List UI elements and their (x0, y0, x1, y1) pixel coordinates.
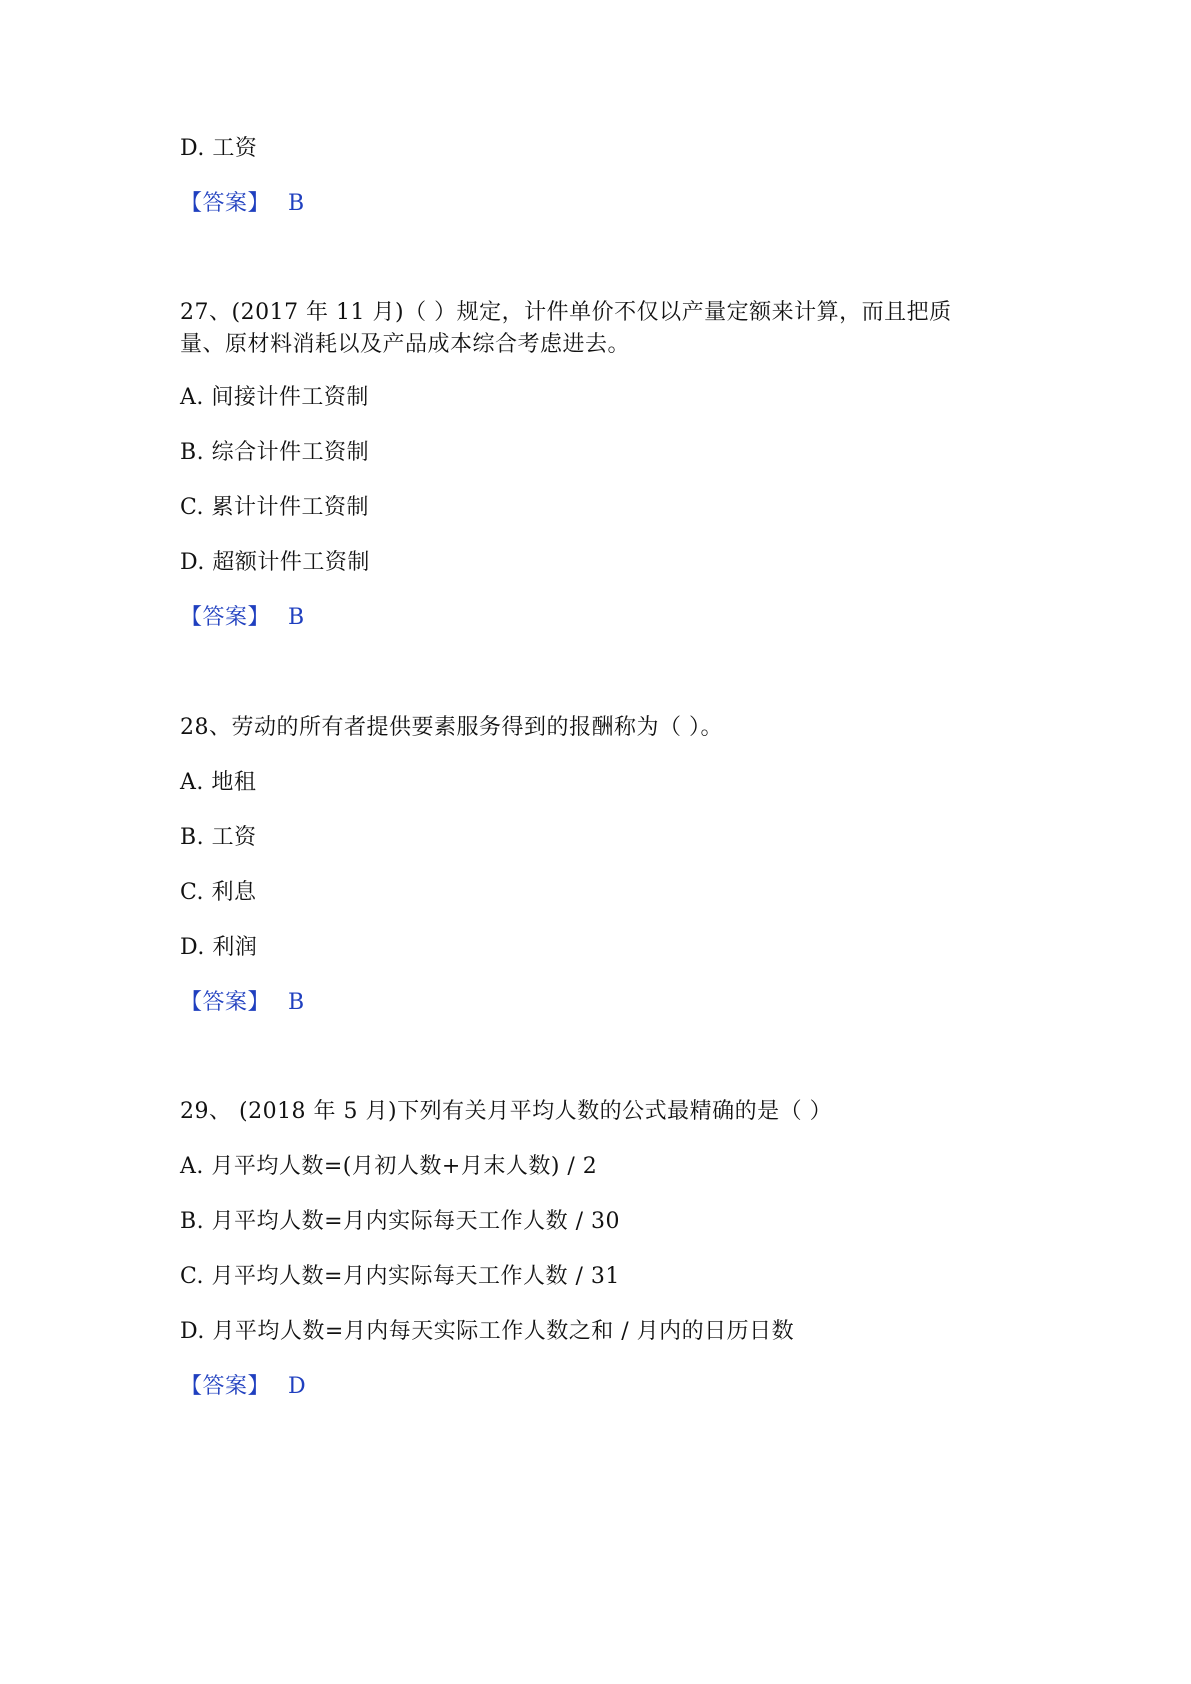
answer-label: 【答案】 (180, 605, 271, 630)
q28-option-c: C. 利息 (180, 880, 257, 905)
q26-answer (180, 189, 305, 219)
answer-value: B (288, 605, 305, 630)
q29-option-a: A. 月平均人数=(月初人数+月末人数) / 2 (180, 1154, 598, 1179)
q29-answer (180, 1372, 306, 1402)
q29-stem: 29、 (2018 年 5 月)下列有关月平均人数的公式最精确的是（ ） (180, 1099, 833, 1124)
q27-answer (180, 603, 305, 633)
q27-option-c: C. 累计计件工资制 (180, 495, 370, 520)
q28-option-d: D. 利润 (180, 935, 258, 960)
answer-value: B (288, 191, 305, 216)
answer-label: 【答案】 (180, 191, 271, 216)
q29-option-c: C. 月平均人数=月内实际每天工作人数 / 31 (180, 1264, 620, 1289)
q29-option-b: B. 月平均人数=月内实际每天工作人数 / 30 (180, 1209, 620, 1234)
q28-answer (180, 988, 305, 1018)
q27-option-d: D. 超额计件工资制 (180, 550, 370, 575)
q26-option-d: D. 工资 (180, 136, 258, 161)
q27-stem-line2: 量、原材料消耗以及产品成本综合考虑进去。 (180, 332, 631, 357)
q29-option-d: D. 月平均人数=月内每天实际工作人数之和 / 月内的日历日数 (180, 1319, 795, 1344)
q28-option-a: A. 地租 (180, 770, 257, 795)
q28-option-b: B. 工资 (180, 825, 257, 850)
q27-option-a: A. 间接计件工资制 (180, 385, 369, 410)
answer-value: D (288, 1374, 307, 1399)
q28-stem: 28、劳动的所有者提供要素服务得到的报酬称为（ ）。 (180, 715, 723, 740)
q27-stem-line1: 27、(2017 年 11 月)（ ）规定，计件单价不仅以产量定额来计算，而且把质 (180, 300, 952, 325)
answer-label: 【答案】 (180, 1374, 271, 1399)
answer-label: 【答案】 (180, 990, 271, 1015)
answer-value: B (288, 990, 305, 1015)
q27-option-b: B. 综合计件工资制 (180, 440, 370, 465)
